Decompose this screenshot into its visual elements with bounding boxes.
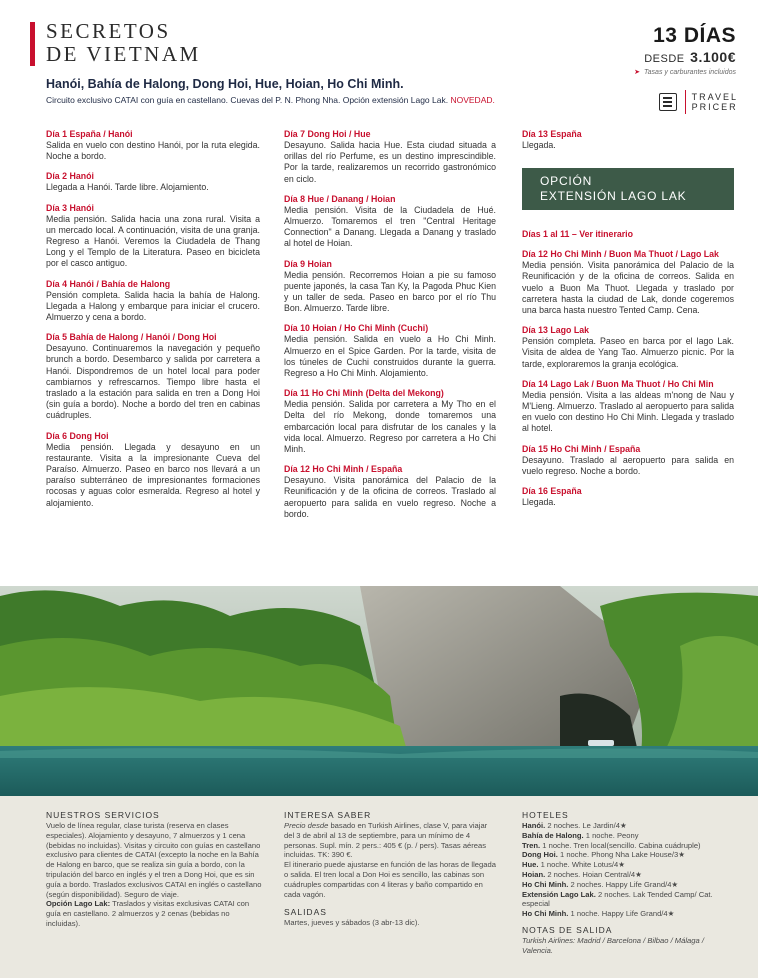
- option-banner: [522, 168, 734, 210]
- logo-text: [692, 92, 738, 112]
- day-title: Día 15 Ho Chi Minh / España: [522, 443, 641, 454]
- hotels-list: [522, 821, 736, 919]
- hotel-city: Tren.: [522, 840, 541, 850]
- hotel-detail: 1 noche. Peony: [585, 830, 639, 840]
- hotel-city: Ho Chi Minh.: [522, 909, 569, 919]
- day-title: Día 1 España / Hanói: [46, 129, 133, 139]
- day-entry: [522, 248, 734, 316]
- day-title: Día 13 España: [522, 129, 582, 139]
- day-title: Día 11 Ho Chi Minh (Delta del Mekong): [284, 388, 444, 399]
- hotel-detail: 2 noches. Lak Tended Camp/ Cat. especial: [522, 889, 713, 909]
- hotel-row: [522, 909, 736, 919]
- interest-text: [284, 821, 498, 860]
- hotel-detail: 2 noches. Le Jardin/4★: [547, 821, 627, 830]
- logo-line-1: TRAVEL: [691, 92, 738, 102]
- day-text: Media pensión. Llegada y desayuno en un restaurante. Visita a la impresionante Cueva del Paraíso. Almuerzo. Paseo en barco nos llevará a un paraíso subterráneo de impresionantes formaciones rocosas y aguas color esmeralda. Regreso al hotel y alojamiento.: [46, 441, 260, 508]
- day-text: Media pensión. Salida hacia una zona rural. Visita a un mercado local. A continuación, visita de una granja. Regreso a Hanói. Veremos la Ciudadela de Thang Long y el Templo de la Literatura. Paseo en bicicleta por el casco antiguo.: [46, 213, 260, 269]
- day-title: Día 12 Ho Chi Minh / España: [284, 464, 403, 475]
- hotels-title: HOTELES: [522, 810, 569, 820]
- day-title: Día 9 Hoian: [284, 258, 332, 269]
- price-line: [644, 49, 736, 65]
- day-entry: [522, 128, 734, 151]
- day-entry: [46, 170, 260, 193]
- hotel-city: Bahía de Halong.: [522, 830, 584, 840]
- day-text: Llegada a Hanói. Tarde libre. Alojamiento.: [46, 182, 209, 193]
- day-text: Salida en vuelo con destino Hanói, por la ruta elegida. Noche a bordo.: [46, 140, 260, 162]
- option-line-2: EXTENSIÓN LAGO LAK: [540, 189, 687, 204]
- route: Hanói, Bahía de Halong, Dong Hoi, Hue, Hoian, Ho Chi Minh.: [46, 77, 404, 91]
- day-entry: [284, 258, 496, 315]
- hotel-row: [522, 890, 736, 910]
- option-line-1: OPCIÓN: [540, 174, 593, 189]
- day-entry: [522, 485, 734, 508]
- itinerary-column-3: [522, 128, 734, 516]
- services-title: NUESTROS SERVICIOS: [46, 810, 160, 820]
- page-title: [46, 20, 201, 66]
- hotels-section: [522, 810, 736, 956]
- hotel-detail: 2 noches. Hoian Central/4★: [547, 869, 642, 879]
- hotel-detail: 2 noches. Happy Life Grand/4★: [570, 879, 679, 889]
- day-entry: [522, 443, 734, 477]
- day-entry: [284, 322, 496, 379]
- day-entry: [46, 278, 260, 324]
- itinerary-column-2: [284, 128, 496, 528]
- subroute: [46, 95, 495, 105]
- footer-info: [0, 796, 758, 978]
- services-option-label: Opción Lago Lak:: [46, 899, 111, 909]
- day-text: Llegada.: [522, 140, 556, 150]
- calculator-icon: [659, 93, 677, 111]
- hotel-city: Dong Hoi.: [522, 850, 558, 860]
- day-text: Media pensión. Salida por carretera a My Tho en el Delta del río Mekong, donde tomaremos una embarcación local para disfrutar de los canales y la vida local. Almuerzo. Regreso por carretera a Ho Chi Minh.: [284, 399, 496, 455]
- services-section: [46, 810, 262, 929]
- hotel-city: Extensión Lago Lak.: [522, 889, 596, 899]
- day-entry: [284, 387, 496, 455]
- day-entry: [46, 202, 260, 270]
- departures-text: Martes, jueves y sábados (3 abr-13 dic).: [284, 918, 420, 928]
- day-title: Día 7 Dong Hoi / Hue: [284, 129, 371, 139]
- travel-pricer-logo: [659, 90, 738, 114]
- services-option: [46, 899, 262, 928]
- novedad-tag: NOVEDAD.: [450, 95, 495, 105]
- hotel-detail: 1 noche. Phong Nha Lake House/3★: [559, 850, 686, 860]
- duration: 13 DÍAS: [653, 24, 736, 47]
- accent-bar: [30, 22, 35, 66]
- interest-section: [284, 810, 498, 928]
- day-title: Día 3 Hanói: [46, 202, 94, 213]
- taxes-note: [634, 68, 736, 76]
- day-entry: [284, 463, 496, 520]
- departures-title: SALIDAS: [284, 907, 327, 918]
- notes-title: NOTAS DE SALIDA: [522, 924, 613, 935]
- hotel-row: [522, 831, 736, 841]
- interest-text-2: El itinerario puede ajustarse en función de las horas de llegada o salida. El tren local a Don Hoi es sencillo, las cabinas son cuádruples compartidas con 4 literas y baño compartido en cada vagón.: [284, 860, 496, 899]
- day-entry: [522, 324, 734, 370]
- taxes-note-text: Tasas y carburantes incluidos: [644, 69, 736, 76]
- day-title: Día 8 Hue / Danang / Hoian: [284, 193, 396, 204]
- day-title: Día 5 Bahía de Halong / Hanói / Dong Hoi: [46, 332, 217, 343]
- title-line-2: DE VIETNAM: [46, 42, 201, 66]
- hotel-city: Hoian.: [522, 869, 546, 879]
- day-text: Media pensión. Salida en vuelo a Ho Chi Minh. Almuerzo en el Spice Garden. Por la tarde, visita de los túneles de Cuchi construidos durante la guerra. Regreso a Ho Chi Minh. Alojamiento.: [284, 334, 496, 379]
- notes-cities: Madrid / Barcelona / Bilbao / Málaga / Valencia.: [522, 935, 704, 955]
- itinerary-column-1: [46, 128, 260, 517]
- hotel-row: [522, 850, 736, 860]
- duration-price-box: [644, 24, 736, 65]
- day-entry: [46, 128, 260, 162]
- day-text: Desayuno. Visita panorámica del Palacio de la Reunificación y de la oficina de correos. Traslado al aeropuerto para salida en vuelo regreso. Noche a bordo.: [284, 475, 496, 519]
- day-entry: [522, 228, 734, 240]
- day-entry: [284, 128, 496, 185]
- hotel-city: Ho Chi Minh.: [522, 879, 569, 889]
- subroute-text: Circuito exclusivo CATAI con guía en castellano. Cuevas del P. N. Phong Nha. Opción extensión Lago Lak.: [46, 95, 449, 105]
- hotel-detail: 1 noche. White Lotus/4★: [540, 860, 626, 870]
- notes-label: Turkish Airlines:: [522, 935, 576, 945]
- arrow-icon: ➤: [634, 69, 641, 76]
- day-title: Día 14 Lago Lak / Buon Ma Thuot / Ho Chi Min: [522, 378, 714, 389]
- day-text: Media pensión. Recorremos Hoian a pie su famoso puente japonés, la casa Tan Ky, la Pagoda Phuc Kien y un taller de seda. Paseo en barco por el río Thu Bon. Almuerzo. Tarde libre.: [284, 269, 496, 314]
- hotel-row: [522, 870, 736, 880]
- logo-divider: [685, 90, 686, 114]
- day-entry: [522, 378, 734, 435]
- day-title: Día 6 Dong Hoi: [46, 430, 109, 441]
- interest-title: INTERESA SABER: [284, 810, 372, 820]
- hotel-detail: 1 noche. Happy Life Grand/4★: [570, 909, 675, 919]
- day-entry: [284, 193, 496, 250]
- hotel-row: [522, 880, 736, 890]
- hotel-row: [522, 860, 736, 870]
- extension-itinerary: [522, 228, 734, 508]
- itinerary-column-3-days: [522, 128, 734, 151]
- day-entry: [46, 430, 260, 509]
- hotel-city: Hanói.: [522, 821, 546, 830]
- services-text: Vuelo de línea regular, clase turista (reserva en clases especiales). Alojamiento y desayuno, 7 almuerzos y 1 cena (bebidas no incluidas). Visitas y circuito con guías en castellano exclusivo para clientes de CATAI (excepto la noche en la Bahía de Halong en barco, que se realiza sin guía a bordo, con la tripulación del barco en inglés y el tren a Dong Hoi, que es sin guía a bordo. Traslados exclusivos CATAI en inglés o castellano (según disponibilidad). Seguro de viaje.: [46, 821, 262, 899]
- day-text: Llegada.: [522, 497, 556, 508]
- day-title: Día 2 Hanói: [46, 171, 94, 182]
- day-title: Día 13 Lago Lak: [522, 325, 589, 336]
- day-text: Pensión completa. Salida hacia la bahía de Halong. Llegada a Halong y embarque para iniciar el crucero. Almuerzo y cena a bordo.: [46, 289, 260, 323]
- day-title: Día 16 España: [522, 486, 582, 497]
- interest-italic: Precio desde: [284, 821, 329, 830]
- cave-river-photo: [0, 586, 758, 796]
- day-text: Media pensión. Visita de la Ciudadela de Hué. Almuerzo. Tomaremos el tren "Central Heritage Connection" a Danang. Llegada a Danang y traslado al hotel de Hoian.: [284, 204, 496, 249]
- title-line-1: SECRETOS: [46, 19, 171, 43]
- day-title: Día 4 Hanói / Bahía de Halong: [46, 278, 171, 289]
- hotel-city: Hue.: [522, 860, 539, 870]
- interest-text-main: basado en Turkish Airlines, clase V, para viajar del 3 de abril al 13 de septiembre, para un mínimo de 4 personas. Supl. mín. 2 pers.: 405 € (p. / pers). Tasas aéreas incluidas. TK: 390 €.: [284, 821, 488, 860]
- price: 3.100€: [690, 49, 736, 65]
- price-prefix: DESDE: [644, 53, 685, 65]
- day-text: Desayuno. Continuaremos la navegación y pequeño brunch a bordo. Desembarco y salida por carretera a Hanói. Dispondremos de un hotel local para poder cambiarnos y refrescarnos. Tiempo libre hasta el traslado a la estación para salida en tren a Dong Hoi (sin guía a bordo). Noche a bordo del tren en cabinas cuádruples.: [46, 343, 260, 421]
- day-text: Pensión completa. Paseo en barca por el lago Lak. Visita de aldea de Yang Tao. Almuerzo picnic. Por la tarde, exploraremos la granja ecológica.: [522, 336, 734, 369]
- day-title: Día 12 Ho Chi Minh / Buon Ma Thuot / Lago Lak: [522, 249, 719, 260]
- services-option-text: Traslados y visitas exclusivas CATAI con guía en castellano. 2 almuerzos y 2 cenas (bebidas no incluidas).: [46, 899, 250, 928]
- day-entry: [46, 331, 260, 421]
- hotel-row: [522, 841, 736, 851]
- hotel-row: [522, 821, 736, 831]
- day-text: Desayuno. Traslado al aeropuerto para salida en vuelo regreso. Noche a bordo.: [522, 454, 734, 476]
- day-title: Día 10 Hoian / Ho Chi Minh (Cuchi): [284, 323, 429, 334]
- day-text: Desayuno. Salida hacia Hue. Esta ciudad situada a orillas del río Perfume, es un destino imprescindible. Por la tarde, realizaremos un recorrido gastronómico en ciclo.: [284, 140, 496, 184]
- day-text: Media pensión. Visita panorámica del Palacio de la Reunificación y de la oficina de correos. Salida en vuelo a Buon Ma Thuot. Llegada y traslado por carretera hasta la ciudad de Lak, donde cogeremos una barca hasta nuestro Tented Camp. Cena.: [522, 260, 734, 316]
- logo-line-2: PRICER: [691, 102, 738, 112]
- hotel-detail: 1 noche. Tren local(sencillo. Cabina cuádruple): [542, 840, 701, 850]
- day-title: Días 1 al 11 – Ver itinerario: [522, 229, 634, 240]
- day-text: Media pensión. Visita a las aldeas m'nong de Nau y M'Lieng. Almuerzo. Traslado al aeropuerto para salida en vuelo con destino Ho Chi Minh. Llegada y traslado al hotel.: [522, 389, 734, 434]
- notes-text: [522, 936, 736, 956]
